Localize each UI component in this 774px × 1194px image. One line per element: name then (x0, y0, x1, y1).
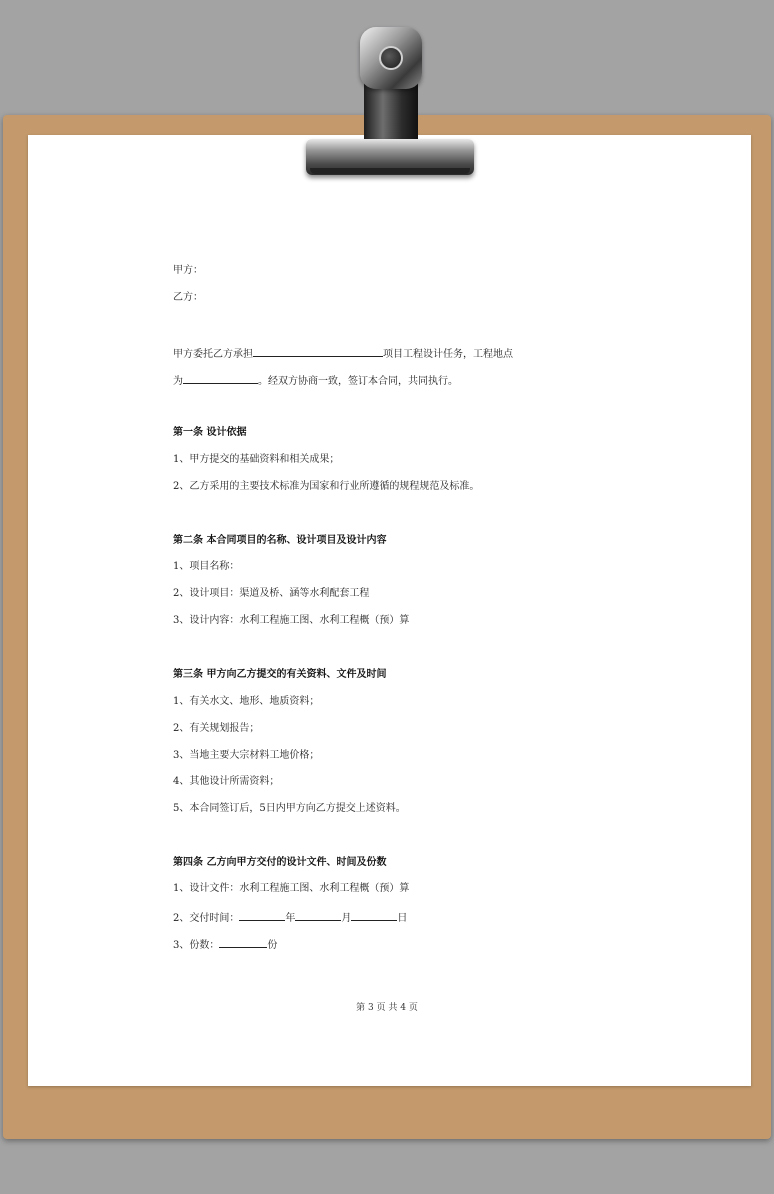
location-blank (183, 372, 258, 384)
page-number-footer: 第 3 页 共 4 页 (356, 1003, 418, 1013)
section-3-item-2: 2、有关规划报告； (173, 723, 260, 734)
project-name-blank (253, 345, 383, 357)
section-3-title: 第三条 甲方向乙方提交的有关资料、文件及时间 (173, 669, 387, 680)
section-3-item-5: 5、本合同签订后，5日内甲方向乙方提交上述资料。 (173, 803, 406, 814)
clip-hole (379, 46, 403, 70)
delivery-month-label: 月 (341, 913, 352, 924)
intro-text-2b: 。经双方协商一致，签订本合同，共同执行。 (258, 376, 458, 387)
intro-line-1 (173, 345, 513, 362)
section-4-delivery-line (173, 909, 407, 926)
delivery-year-label: 年 (285, 913, 296, 924)
party-b-label: 乙方： (173, 292, 203, 303)
section-2-item-3: 3、设计内容：水利工程施工图、水利工程概（预）算 (173, 615, 410, 626)
section-4-copies-line (173, 936, 277, 953)
section-1-item-2: 2、乙方采用的主要技术标准为国家和行业所遵循的规程规范及标准。 (173, 481, 480, 492)
intro-text-2a: 为 (173, 376, 183, 387)
copies-unit: 份 (267, 940, 278, 951)
section-4-title: 第四条 乙方向甲方交付的设计文件、时间及份数 (173, 857, 387, 868)
clip-ring-icon (360, 27, 422, 89)
copies-prefix: 3、份数： (173, 940, 220, 951)
delivery-day-blank (351, 909, 397, 921)
copies-blank (219, 936, 267, 948)
section-3-item-1: 1、有关水文、地形、地质资料； (173, 696, 320, 707)
document-page (28, 135, 751, 1086)
section-3-item-4: 4、其他设计所需资料； (173, 776, 280, 787)
section-2-title: 第二条 本合同项目的名称、设计项目及设计内容 (173, 535, 387, 546)
section-2-item-2: 2、设计项目：渠道及桥、涵等水利配套工程 (173, 588, 370, 599)
section-1-item-1: 1、甲方提交的基础资料和相关成果； (173, 454, 340, 465)
delivery-day-label: 日 (397, 913, 408, 924)
delivery-prefix: 2、交付时间： (173, 913, 240, 924)
section-1-title: 第一条 设计依据 (173, 427, 247, 438)
delivery-month-blank (295, 909, 341, 921)
party-a-label: 甲方： (173, 265, 203, 276)
section-3-item-3: 3、当地主要大宗材料工地价格； (173, 750, 320, 761)
section-4-item-1: 1、设计文件：水利工程施工图、水利工程概（预）算 (173, 883, 410, 894)
intro-line-2 (173, 372, 458, 389)
intro-text-1a: 甲方委托乙方承担 (173, 349, 253, 360)
intro-text-1b: 项目工程设计任务，工程地点 (383, 349, 513, 360)
clip-neck (364, 80, 418, 142)
clip-bar-edge (310, 168, 470, 174)
delivery-year-blank (239, 909, 285, 921)
section-2-item-1: 1、项目名称： (173, 561, 240, 572)
